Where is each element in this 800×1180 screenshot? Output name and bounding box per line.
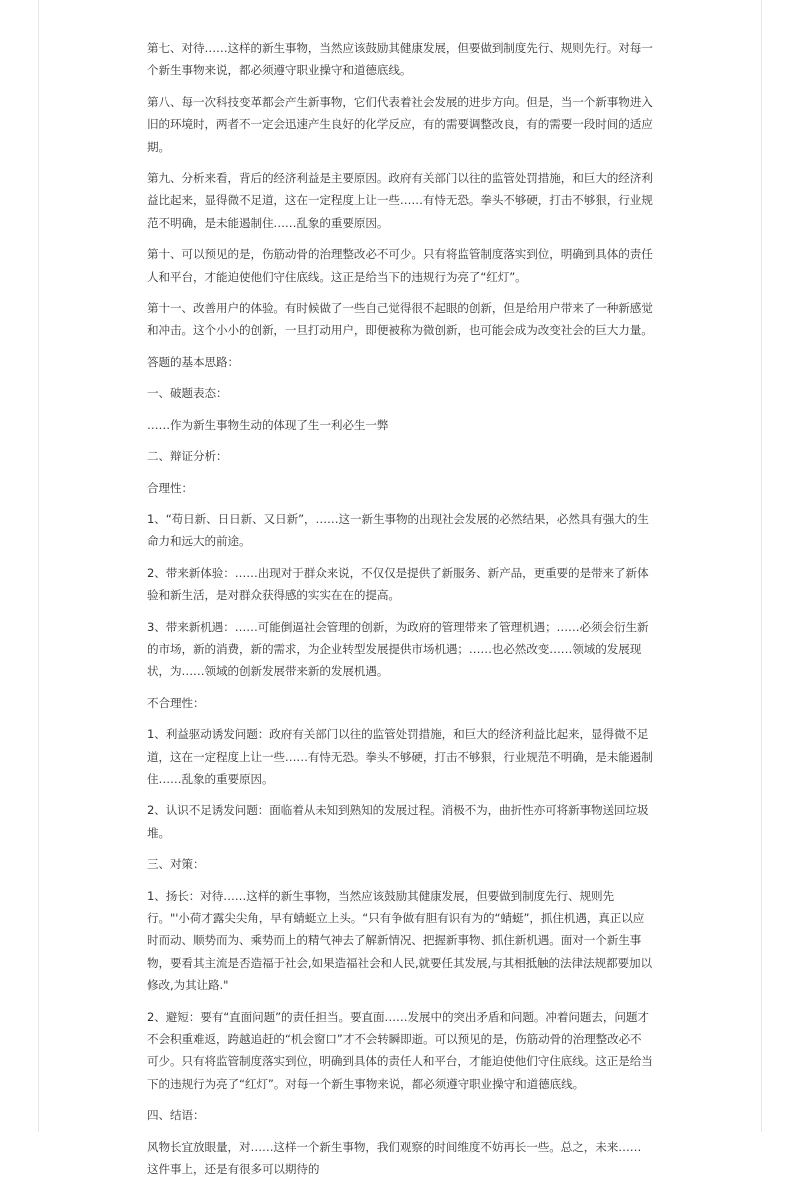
rationality-item-2: 2、带来新体验：……出现对于群众来说，不仅仅是提供了新服务、新产品，更重要的是带来了新体验和新生活，是对群众获得感的实实在在的提高。 (147, 565, 649, 603)
section-heading-2: 二、辩证分析： (147, 449, 228, 464)
paragraph-9: 第九、分析来看，背后的经济利益是主要原因。政府有关部门以往的监管处罚措施，和巨大的经济利益比起来，显得微不足道，这在一定程度上让一些……有恃无恐。拳头不够硬，打击不够狠，行业规范不明确，是未能遏制住……乱象的重要原因。 (147, 171, 653, 230)
rationality-item-3: 3、带来新机遇：……可能倒逼社会管理的创新，为政府的管理带来了管理机遇；……必须会衍生新的市场，新的消费，新的需求，为企业转型发展提供市场机遇；……也必然改变……领域的发展现状，为……领域的创新发展带来新的发展机遇。 (147, 619, 649, 679)
paragraph-8: 第八、每一次科技变革都会产生新事物，它们代表着社会发展的进步方向。但是，当一个新事物进入旧的环境时，两者不一定会迅速产生良好的化学反应，有的需要调整改良，有的需要一段时间的适应期。 (147, 94, 653, 154)
document-body (147, 37, 653, 1177)
subheading-irrationality: 不合理性： (147, 695, 205, 710)
paragraph-10: 第十、可以预见的是，伤筋动骨的治理整改必不可少。只有将监管制度落实到位，明确到具体的责任人和平台，才能迫使他们守住底线。这正是给当下的违规行为亮了“红灯”。 (147, 247, 653, 284)
subheading-rationality: 合理性： (147, 480, 193, 495)
section-heading-1: 一、破题表态： (147, 386, 228, 401)
countermeasure-item-1: 1、扬长：对待……这样的新生事物，当然应该鼓励其健康发展，但要做到制度先行、规则先 行。"'小荷才露尖尖角，早有蜻蜓立上头。“只有争做有胆有识有为的“蜻蜓”，抓住机遇，真正以应时而动、顺势而为、乘势而上的精气神去了解新情况、把握新事物、抓住新机遇。面对一个新生事物，要看其主流是否造福于社会,如果造福社会和人民,就要任其发展,与其相抵触的法律法规都要加以修改,为其让路." (147, 888, 652, 993)
section-heading-3: 三、对策： (147, 857, 205, 872)
section-heading-approach: 答题的基本思路： (147, 354, 239, 369)
countermeasure-item-2: 2、避短：要有“直面问题”的责任担当。要直面……发展中的突出矛盾和问题。冲着问题去，问题才不会积重难返，跨越追赶的“机会窗口”才不会转瞬即逝。可以预见的是，伤筋动骨的治理整改必不可少。只有将监管制度落实到位，明确到具体的责任人和平台，才能迫使他们守住底线。这正是给当下的违规行为亮了“红灯”。对每一个新生事物来说，都必须遵守职业操守和道德底线。 (147, 1009, 653, 1091)
section-heading-4: 四、结语： (147, 1108, 205, 1123)
conclusion-paragraph: 风物长宜放眼量，对……这样一个新生事物，我们观察的时间维度不妨再长一些。总之，未来…… 这件事上，还是有很多可以期待的 (147, 1139, 642, 1177)
paragraph-stance: ……作为新生事物生动的体现了生一利必生一弊 (147, 417, 389, 432)
rationality-item-1: 1、“苟日新、日日新、又日新”，……这一新生事物的出现社会发展的必然结果，必然具有强大的生命力和远大的前途。 (147, 511, 649, 549)
irrationality-item-2: 2、认识不足诱发问题：面临着从未知到熟知的发展过程。消极不为，曲折性亦可将新事物送回垃圾堆。 (147, 803, 649, 840)
irrationality-item-1: 1、利益驱动诱发问题：政府有关部门以往的监管处罚措施，和巨大的经济利益比起来，显得微不足道，这在一定程度上让一些……有恃无恐。拳头不够硬，打击不够狠，行业规范不明确，是未能遏制住……乱象的重要原因。 (147, 727, 653, 786)
paragraph-7: 第七、对待……这样的新生事物，当然应该鼓励其健康发展，但要做到制度先行、规则先行。对每一个新生事物来说，都必须遵守职业操守和道德底线。 (147, 41, 653, 78)
paragraph-11: 第十一、改善用户的体验。有时候做了一些自己觉得很不起眼的创新，但是给用户带来了一种新感觉和冲击。这个小小的创新，一旦打动用户，即便被称为微创新，也可能会成为改变社会的巨大力量。 (147, 301, 653, 338)
